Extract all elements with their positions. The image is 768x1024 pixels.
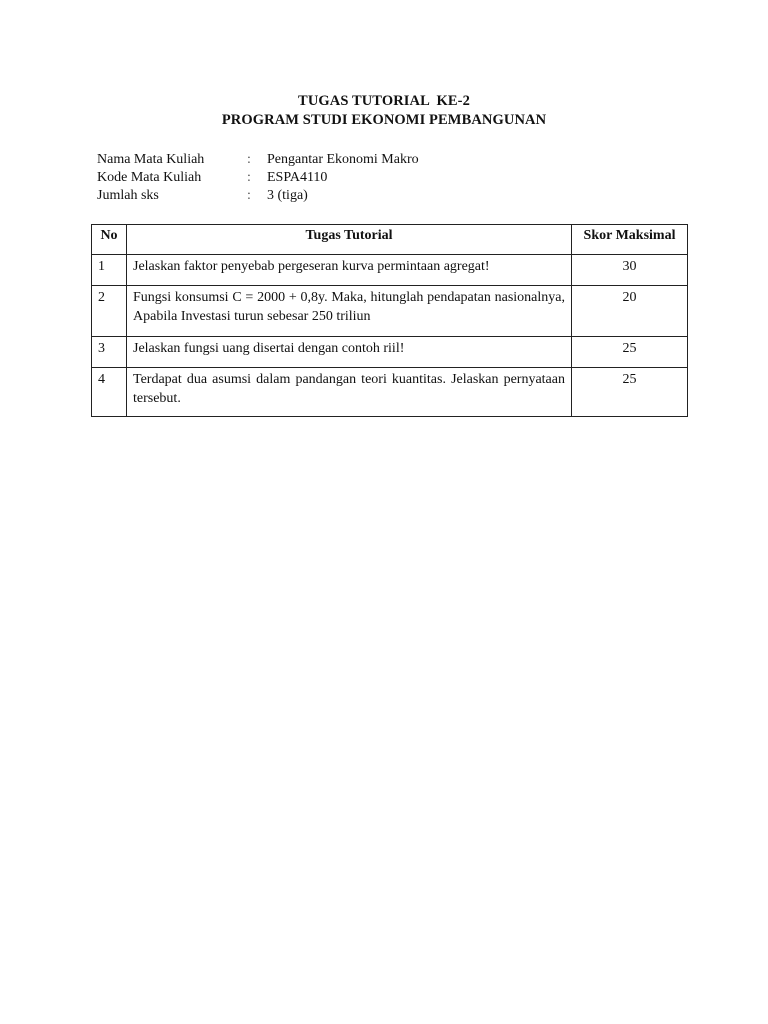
course-name-row [97, 151, 697, 169]
task-number: 3 [92, 337, 127, 368]
course-code-row [97, 169, 697, 187]
table-row [92, 337, 688, 368]
course-code-separator: : [247, 170, 251, 185]
table-row [92, 255, 688, 286]
column-header-task: Tugas Tutorial [127, 225, 572, 255]
document-title: TUGAS TUTORIAL KE-2 [298, 93, 470, 109]
task-max-score: 25 [572, 368, 688, 417]
course-name-separator: : [247, 152, 251, 167]
course-info [97, 151, 697, 205]
task-text: Jelaskan fungsi uang disertai dengan contoh riil! [127, 337, 572, 368]
credits-separator: : [247, 188, 251, 203]
table-row [92, 286, 688, 337]
table-header-row [92, 225, 688, 255]
course-code-label: Kode Mata Kuliah [97, 170, 202, 185]
course-name-label: Nama Mata Kuliah [97, 152, 205, 167]
task-max-score: 30 [572, 255, 688, 286]
tutorial-task-table [91, 224, 688, 417]
column-header-score: Skor Maksimal [572, 225, 688, 255]
task-max-score: 20 [572, 286, 688, 337]
task-number: 2 [92, 286, 127, 337]
credits-value: 3 (tiga) [267, 188, 308, 203]
task-text: Terdapat dua asumsi dalam pandangan teori kuantitas. Jelaskan pernyataan tersebut. [127, 368, 572, 417]
credits-row [97, 187, 697, 205]
table-row [92, 368, 688, 417]
task-number: 1 [92, 255, 127, 286]
credits-label: Jumlah sks [97, 188, 159, 203]
task-max-score: 25 [572, 337, 688, 368]
task-text: Fungsi konsumsi C = 2000 + 0,8y. Maka, hitunglah pendapatan nasionalnya, Apabila Investasi turun sebesar 250 triliun [127, 286, 572, 337]
task-number: 4 [92, 368, 127, 417]
column-header-no: No [92, 225, 127, 255]
course-code-value: ESPA4110 [267, 170, 328, 185]
course-name-value: Pengantar Ekonomi Makro [267, 152, 419, 167]
task-text: Jelaskan faktor penyebab pergeseran kurva permintaan agregat! [127, 255, 572, 286]
program-title: PROGRAM STUDI EKONOMI PEMBANGUNAN [221, 112, 547, 128]
